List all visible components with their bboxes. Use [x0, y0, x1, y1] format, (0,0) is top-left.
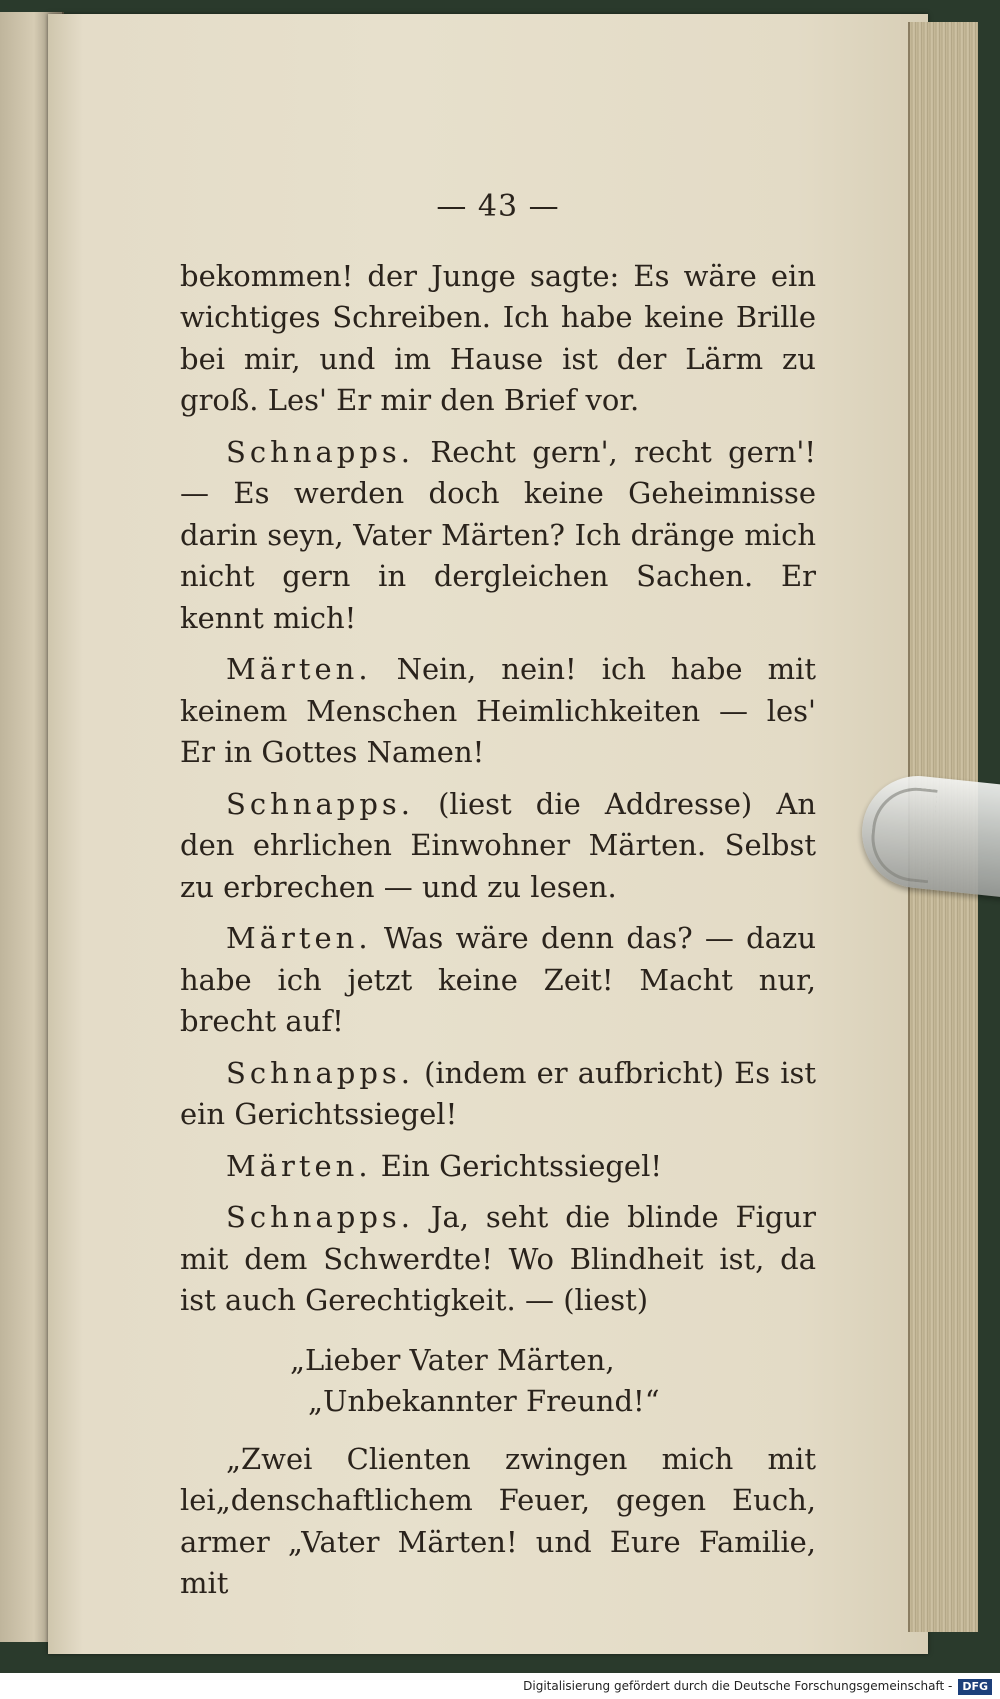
speaker-name: Schnapps. — [226, 1055, 414, 1090]
paragraph — [180, 649, 816, 774]
paragraph — [180, 918, 816, 1043]
paragraph-text: Nein, nein! ich habe mit keinem Menschen Heimlichkeiten — les' Er in Gottes Namen! — [180, 652, 817, 769]
footer-text: Digitalisierung gefördert durch die Deutsche Forschungsgemeinschaft - — [523, 1679, 953, 1693]
speaker-name: Märten. — [226, 921, 372, 955]
speaker-name: Schnapps. — [226, 434, 414, 469]
paragraph-text: Ein Gerichtssiegel! — [380, 1148, 663, 1183]
page-text — [180, 186, 816, 1615]
letter-salutation — [290, 1340, 816, 1423]
paragraph — [180, 784, 816, 909]
paragraph-text: (indem er aufbricht) Es ist ein Gerichtssiegel! — [180, 1055, 817, 1131]
speaker-name: Schnapps. — [226, 1200, 414, 1234]
dfg-logo: DFG — [958, 1679, 992, 1695]
paragraph — [180, 1053, 816, 1136]
paragraph — [180, 1197, 816, 1322]
letter-paragraph: „Zwei Clienten zwingen mich mit lei„denschaftlichem Feuer, gegen Euch, armer „Vater Märten! und Eure Familie, mit — [180, 1441, 816, 1600]
paragraph-text: Ja, seht die blinde Figur mit dem Schwerdte! Wo Blindheit ist, da ist auch Gerechtigkeit. — (liest) — [180, 1200, 817, 1317]
paragraph-text: bekommen! der Junge sagte: Es wäre ein wichtiges Schreiben. Ich habe keine Brille bei mir, und im Hause ist der Lärm zu groß. Les' Er mir den Brief vor. — [180, 258, 816, 417]
salutation-line: „Lieber Vater Märten, — [290, 1342, 615, 1377]
paragraph — [180, 432, 816, 640]
paragraph — [180, 1146, 816, 1188]
paragraph-text: (liest die Addresse) An den ehrlichen Einwohner Märten. Selbst zu erbrechen — und zu lesen. — [180, 786, 816, 904]
paragraph-text: Was wäre denn das? — dazu habe ich jetzt keine Zeit! Macht nur, brecht auf! — [180, 921, 816, 1038]
speaker-name: Märten. — [226, 1148, 372, 1183]
paragraph-continuation — [180, 256, 816, 422]
paragraph-text: Recht gern', recht gern'! — Es werden doch keine Geheimnisse darin seyn, Vater Märten? Ich dränge mich nicht gern in dergleichen Sachen. Er kennt mich! — [180, 434, 816, 635]
digitization-footer — [0, 1673, 1000, 1699]
salutation-line: „Unbekannter Freund!“ — [308, 1384, 660, 1418]
speaker-name: Schnapps. — [226, 786, 414, 821]
page-number: — 43 — — [436, 189, 560, 224]
speaker-name: Märten. — [226, 652, 372, 686]
